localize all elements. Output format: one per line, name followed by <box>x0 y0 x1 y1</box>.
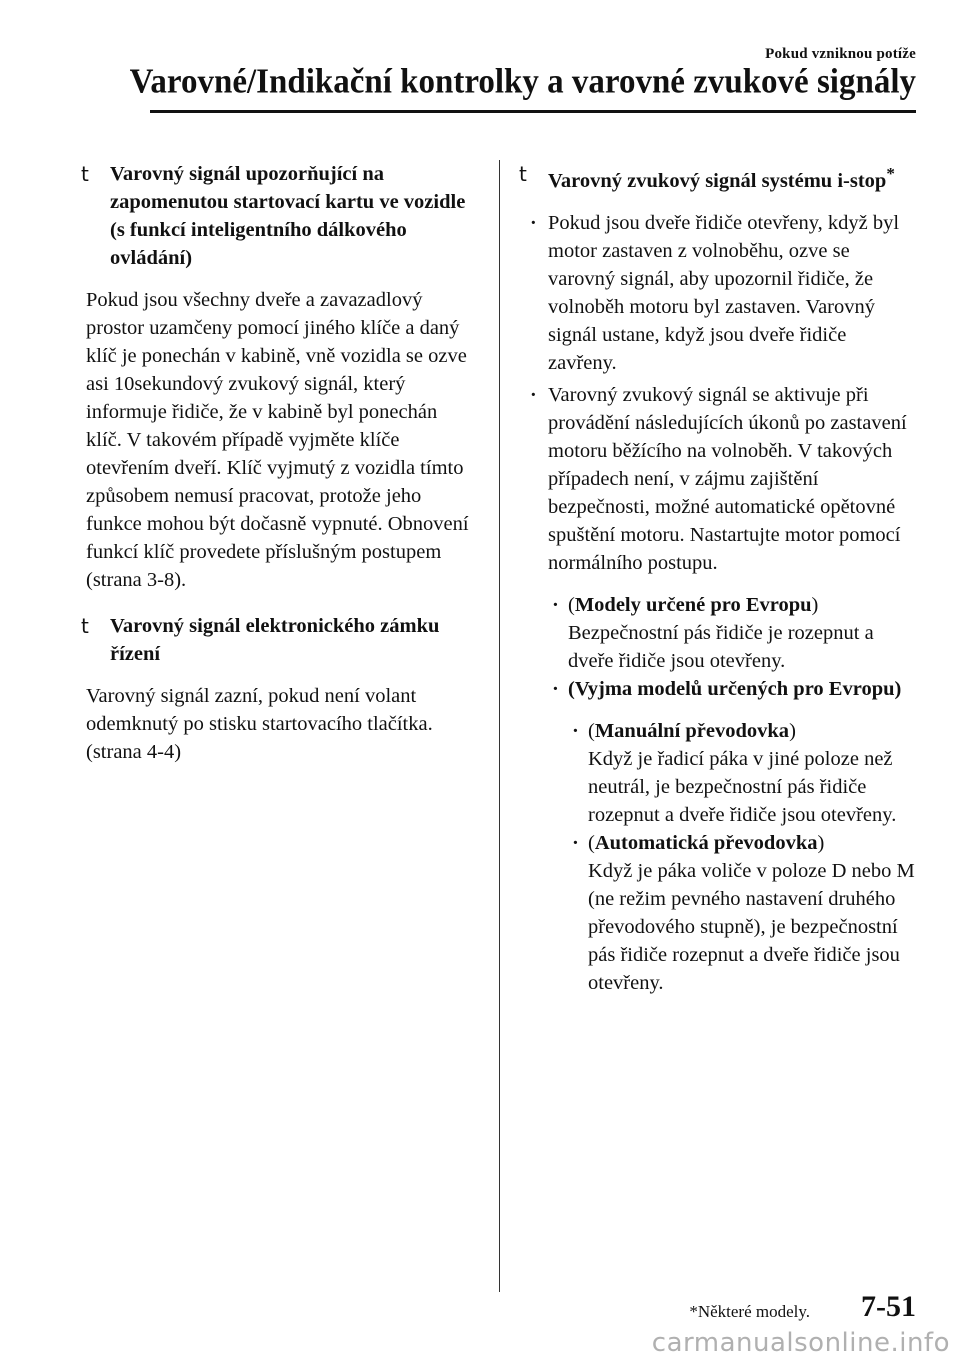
page-title: Varovné/Indikační kontrolky a varovné zvukové signály <box>129 63 916 101</box>
sub-bullet-label: Automatická převodovka <box>594 831 818 854</box>
sub-sub-bullet-automatic <box>568 829 918 997</box>
bullet-dot-icon: · <box>552 593 559 616</box>
page-header <box>0 0 960 120</box>
section-title: Varovný signál upozorňující na zapomenutou startovací kartu ve vozidle (s funkcí inteligentního dálkového ovládání) <box>110 163 466 269</box>
section-marker-icon: t <box>81 614 89 638</box>
section-body: Varovný signál zazní, pokud není volant odemknutý po stisku startovacího tlačítka. (strana 4-4) <box>86 685 433 763</box>
section-title: Varovný signál elektronického zámku řízení <box>110 615 440 665</box>
section-marker-icon: t <box>519 162 527 186</box>
sub-bullet-text: Když je páka voliče v poloze D nebo M (ne režim pevného nastavení druhého převodového stupně), je bezpečnostní pás řidiče rozepnut a dveře řidiče jsou otevřeny. <box>588 859 915 994</box>
sub-bullet-label: Modely určené pro Evropu <box>574 593 812 616</box>
sub-bullet-label: Manuální převodovka <box>594 719 790 742</box>
bullet-dot-icon: · <box>552 677 559 700</box>
sub-bullet-close-paren: ) <box>789 719 796 742</box>
bullet-dot-icon: · <box>530 383 537 406</box>
chapter-name: Pokud vzniknou potíže <box>765 46 916 62</box>
sub-bullet-text: Bezpečnostní pás řidiče je rozepnut a dveře řidiče jsou otevřeny. <box>568 621 874 672</box>
sub-bullet-text: Když je řadicí páka v jiné poloze než neutrál, je bezpečnostní pás řidiče rozepnut a dveře řidiče jsou otevřeny. <box>588 747 897 826</box>
sub-bullet-open-paren: ( <box>568 593 575 616</box>
bullet-text: Pokud jsou dveře řidiče otevřeny, když byl motor zastaven z volnoběhu, ozve se varovný signál, aby upozornil řidiče, že volnoběh motoru byl zastaven. Varovný signál ustane, když jsou dveře řidiče zavřeny. <box>548 211 900 374</box>
bullet-dot-icon: · <box>530 211 537 234</box>
section-body: Pokud jsou všechny dveře a zavazadlový prostor uzamčeny pomocí jiného klíče a daný klíč je ponechán v kabině, vně vozidla se ozve asi 10sekundový zvukový signál, který informuje řidiče, že v kabině byl ponechán klíč. V takovém případě vyjměte klíče otevřením dveří. Klíč vyjmutý z vozidla tímto způsobem nemusí pracovat, protože jeho funkce mohou být dočasně vypnuté. Obnovení funkcí klíč provedete příslušným postupem (strana 3-8). <box>86 289 469 591</box>
right-column <box>519 160 918 997</box>
section-marker-icon: t <box>81 162 89 186</box>
sub-bullet-open-paren: ( <box>588 719 595 742</box>
bullet-item <box>524 209 918 377</box>
bullet-text: Varovný zvukový signál se aktivuje při provádění následujících úkonů po zastavení motoru běžícího na volnoběh. V takových případech není, v zájmu zajištění bezpečnosti, možné automatické opětovné spuštění motoru. Nastartujte motor pomocí normálního postupu. <box>548 383 907 574</box>
watermark: carmanualsonline.info <box>651 1328 950 1358</box>
sub-bullet-close-paren: ) <box>817 831 825 854</box>
bullet-dot-icon: · <box>572 719 579 742</box>
left-column <box>81 160 476 784</box>
sub-bullet-non-europe <box>548 675 918 703</box>
section-heading-istop <box>519 160 918 195</box>
page-number: 7-51 <box>861 1290 916 1323</box>
column-divider <box>499 160 500 1292</box>
section-title: Varovný zvukový signál systému i-stop <box>548 169 887 192</box>
section-heading-startcard <box>81 160 476 272</box>
sub-bullet-europe <box>548 591 918 675</box>
footnote-asterisk: * <box>886 164 895 183</box>
bullet-item <box>524 381 918 577</box>
sub-sub-bullet-manual <box>568 717 918 829</box>
header-rule <box>150 110 916 113</box>
bullet-dot-icon: · <box>572 831 579 854</box>
sub-bullet-open-paren: ( <box>588 831 595 854</box>
sub-bullet-close-paren: ) <box>811 593 819 616</box>
section-heading-steering-lock <box>81 612 476 668</box>
sub-bullet-label: (Vyjma modelů určených pro Evropu) <box>568 677 902 700</box>
footnote: *Některé modely. <box>689 1302 810 1321</box>
